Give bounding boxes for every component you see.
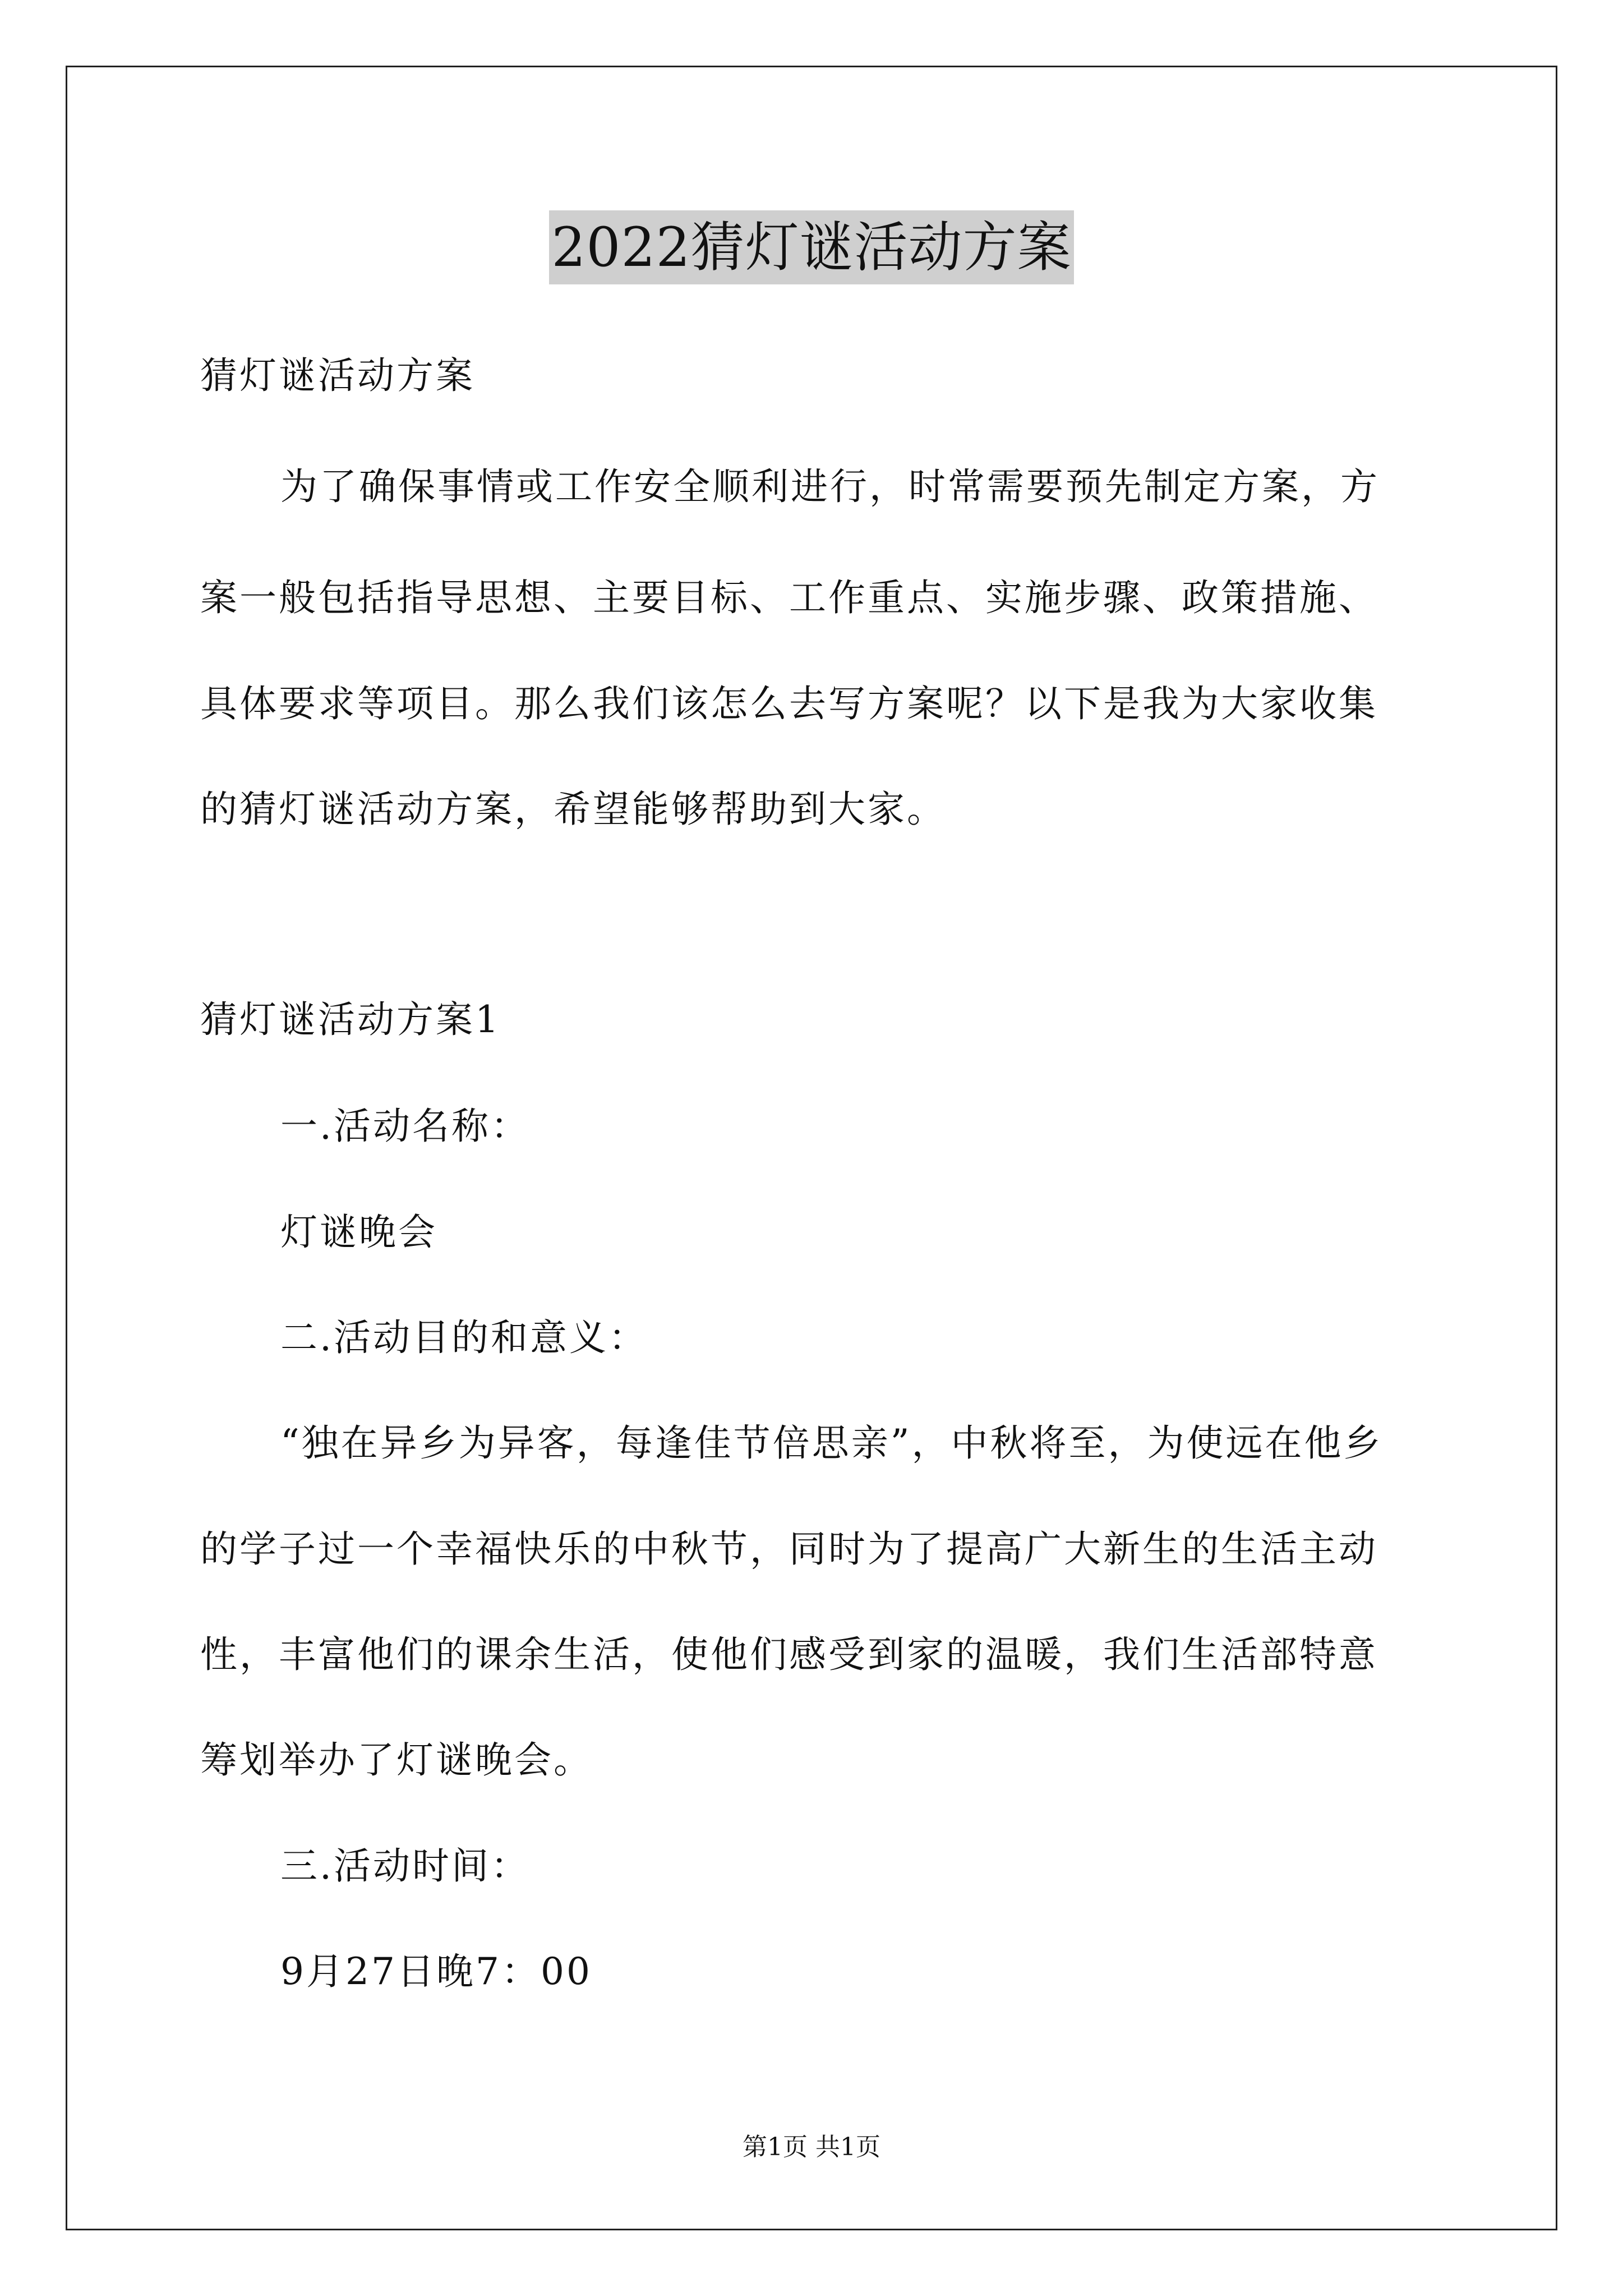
subheading: 一.活动名称： <box>280 1105 530 1148</box>
paragraph-line: 9月27日晚7：00 <box>280 1950 592 1993</box>
document-title: 2022猜灯谜活动方案 <box>549 210 1073 284</box>
paragraph-line: 具体要求等项目。那么我们该怎么去写方案呢？以下是我为大家收集 <box>200 682 1378 725</box>
paragraph-line: 筹划举办了灯谜晚会。 <box>200 1738 593 1782</box>
paragraph-line: “独在异乡为异客，每逢佳节倍思亲”，中秋将至，为使远在他乡 <box>280 1421 1383 1465</box>
paragraph-line: 性，丰富他们的课余生活，使他们感受到家的温暖，我们生活部特意 <box>200 1633 1378 1676</box>
paragraph-line: 案一般包括指导思想、主要目标、工作重点、实施步骤、政策措施、 <box>200 576 1378 619</box>
section-heading: 猜灯谜活动方案1 <box>200 998 501 1041</box>
paragraph-line: 的学子过一个幸福快乐的中秋节，同时为了提高广大新生的生活主动 <box>200 1527 1378 1571</box>
paragraph-line: 灯谜晚会 <box>280 1211 437 1254</box>
subheading: 二.活动目的和意义： <box>280 1316 648 1359</box>
paragraph-line: 为了确保事情或工作安全顺利进行，时常需要预先制定方案，方 <box>280 465 1380 508</box>
page-footer: 第1页 共1页 <box>743 2133 880 2161</box>
section-heading: 猜灯谜活动方案 <box>200 354 475 397</box>
paragraph-line: 的猜灯谜活动方案，希望能够帮助到大家。 <box>200 788 946 831</box>
subheading: 三.活动时间： <box>280 1844 530 1888</box>
title-container <box>0 210 1623 284</box>
